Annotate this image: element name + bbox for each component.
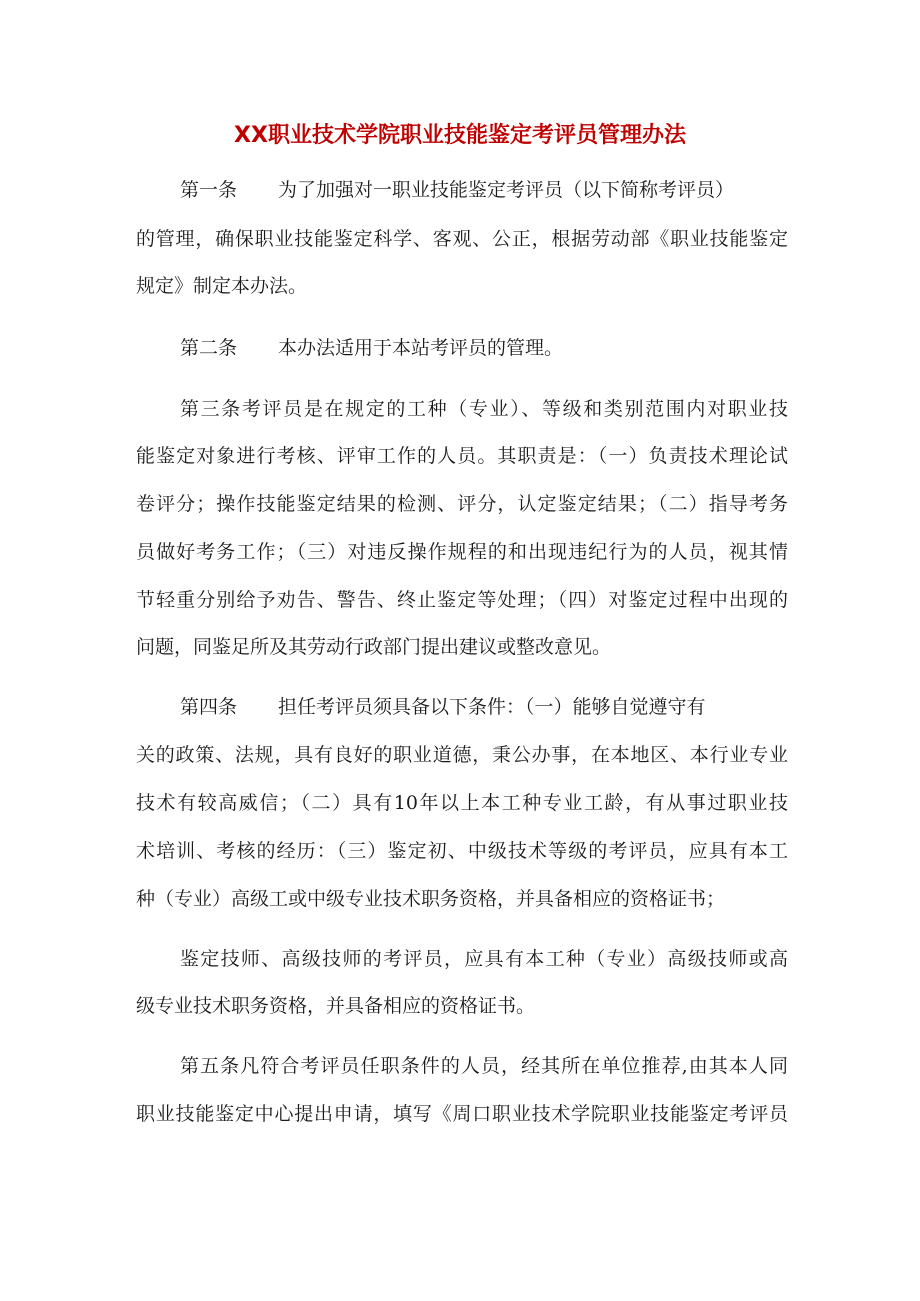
article-2-label: 第二条	[180, 337, 238, 359]
article-4b-line-2: 级专业技术职务资格，并具备相应的资格证书。	[136, 995, 536, 1017]
article-3-line-1: 第三条考评员是在规定的工种（专业）、等级和类别范围内对职业技	[180, 398, 788, 420]
article-4-line-3: 技术有较高威信；（二）具有10年以上本工种专业工龄，有从事过职业技	[136, 792, 788, 814]
article-3-line-2: 能鉴定对象进行考核、评审工作的人员。其职责是：（一）负责技术理论试	[136, 445, 788, 467]
article-4-line-1: 担任考评员须具备以下条件：（一）能够自觉遵守有	[278, 696, 706, 718]
article-1-label: 第一条	[180, 179, 238, 201]
article-2-text: 本办法适用于本站考评员的管理。	[278, 337, 564, 359]
article-1-line-1: 为了加强对一职业技能鉴定考评员（以下简称考评员）	[278, 179, 735, 201]
article-3-line-3: 卷评分；操作技能鉴定结果的检测、评分，认定鉴定结果；（二）指导考务	[136, 493, 788, 515]
article-3-line-4: 员做好考务工作；（三）对违反操作规程的和出现违纪行为的人员，视其情	[136, 541, 788, 563]
article-4b-line-1: 鉴定技师、高级技师的考评员，应具有本工种（专业）高级技师或高	[180, 948, 788, 970]
article-4-line-2: 关的政策、法规，具有良好的职业道德，秉公办事，在本地区、本行业专业	[136, 744, 788, 766]
article-4-line-5: 种（专业）高级工或中级专业技术职务资格，并具备相应的资格证书；	[136, 888, 726, 910]
article-5-line-2: 职业技能鉴定中心提出申请，填写《周口职业技术学院职业技能鉴定考评员	[136, 1103, 788, 1125]
article-3-line-6: 问题，同鉴足所及其劳动行政部门提出建议或整改意见。	[136, 636, 612, 658]
article-4-line-4: 术培训、考核的经历：（三）鉴定初、中级技术等级的考评员，应具有本工	[136, 840, 788, 862]
article-1-line-3: 规定》制定本办法。	[136, 275, 308, 297]
document-title: XX职业技术学院职业技能鉴定考评员管理办法	[234, 123, 686, 148]
article-4-label: 第四条	[180, 696, 238, 718]
article-5-line-1: 第五条凡符合考评员任职条件的人员，经其所在单位推荐,由其本人同	[180, 1055, 788, 1077]
article-1-line-2: 的管理，确保职业技能鉴定科学、客观、公正，根据劳动部《职业技能鉴定	[136, 228, 788, 250]
article-3-line-5: 节轻重分别给予劝告、警告、终止鉴定等处理；（四）对鉴定过程中出现的	[136, 589, 788, 611]
